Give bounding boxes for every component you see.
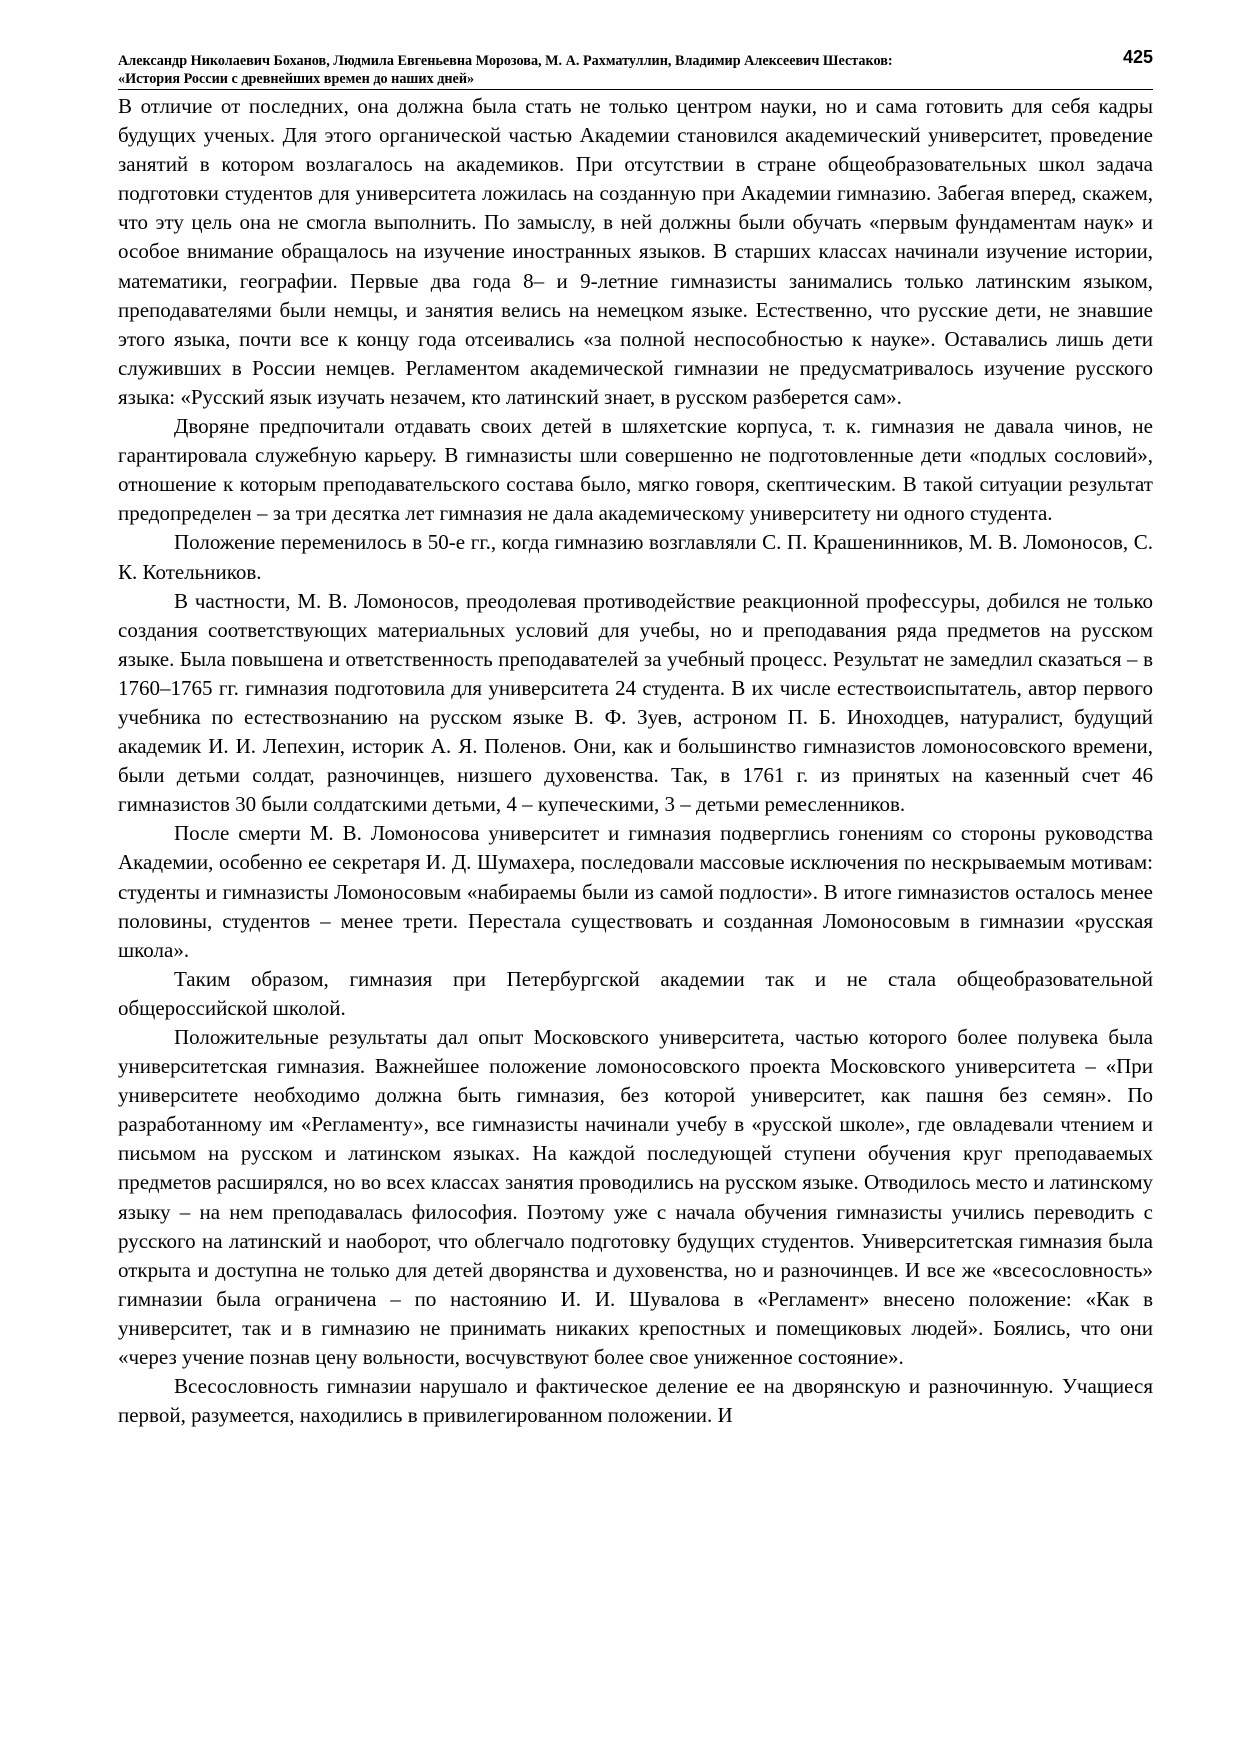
running-header — [118, 47, 1153, 90]
paragraph: Положение переменилось в 50-е гг., когда гимназию возглавляли С. П. Крашенинников, М. В. Ломоносов, С. К. Котельников. — [118, 530, 1153, 584]
paragraph: Всесословность гимназии нарушало и фактическое деление ее на дворянскую и разночинную. Учащиеся первой, разумеется, находились в привилегированном положении. И — [118, 1374, 1153, 1428]
paragraph: В частности, М. В. Ломоносов, преодолевая противодействие реакционной профессуры, добился не только создания соответствующих материальных условий для учебы, но и преподавания ряда предметов на русском языке. Была повышена и ответственность преподавателей за учебный процесс. Результат не замедлил сказаться – в 1760–1765 гг. гимназия подготовила для университета 24 студента. В их числе естествоиспытатель, автор первого учебника по естествознанию на русском языке В. Ф. Зуев, астроном П. Б. Иноходцев, натуралист, будущий академик И. И. Лепехин, историк А. Я. Поленов. Они, как и большинство гимназистов ломоносовского времени, были детьми солдат, разночинцев, низшего духовенства. Так, в 1761 г. из принятых на казенный счет 46 гимназистов 30 были солдатскими детьми, 4 – купеческими, 3 – детьми ремесленников. — [118, 588, 1153, 817]
body-text — [118, 92, 1153, 1430]
page-number: 425 — [1122, 47, 1153, 67]
paragraph: Таким образом, гимназия при Петербургской академии так и не стала общеобразовательной общероссийской школой. — [118, 966, 1153, 1020]
document-page — [118, 47, 1153, 1430]
paragraph: В отличие от последних, она должна была стать не только центром науки, но и сама готовить для себя кадры будущих ученых. Для этого органической частью Академии становился академический университет, проведение занятий в котором возлагалось на академиков. При отсутствии в стране общеобразовательных школ задача подготовки студентов для университета ложилась на созданную при Академии гимназию. Забегая вперед, скажем, что эту цель она не смогла выполнить. По замыслу, в ней должны были обучать «первым фундаментам наук» и особое внимание обращалось на изучение иностранных языков. В старших классах начинали изучение истории, математики, географии. Первые два года 8– и 9-летние гимназисты занимались только латинским языком, преподавателями были немцы, и занятия велись на немецком языке. Естественно, что русские дети, не знавшие этого языка, почти все к концу года отсеивались «за полной неспособностью к науке». Оставались лишь дети служивших в России немцев. Регламентом академической гимназии не предусматривалось изучение русского языка: «Русский язык изучать незачем, кто латинский знает, в русском разберется сам». — [118, 94, 1153, 409]
paragraph: После смерти М. В. Ломоносова университет и гимназия подверглись гонениям со стороны руководства Академии, особенно ее секретаря И. Д. Шумахера, последовали массовые исключения по нескрываемым мотивам: студенты и гимназисты Ломоносовым «набираемы были из самой подлости». В итоге гимназистов осталось менее половины, студентов – менее трети. Перестала существовать и созданная Ломоносовым в гимназии «русская школа». — [118, 821, 1153, 962]
paragraph: Положительные результаты дал опыт Московского университета, частью которого более полувека была университетская гимназия. Важнейшее положение ломоносовского проекта Московского университета – «При университете необходимо должна быть гимназия, без которой университет, как пашня без семян». По разработанному им «Регламенту», все гимназисты начинали учебу в «русской школе», где овладевали чтением и письмом на русском и латинском языках. На каждой последующей ступени обучения круг преподаваемых предметов расширялся, но во всех классах занятия проводились на русском языке. Отводилось место и латинскому языку – на нем преподавалась философия. Поэтому уже с начала обучения гимназисты учились переводить с русского на латинский и наоборот, что облегчало подготовку будущих студентов. Университетская гимназия была открыта и доступна не только для детей дворянства и духовенства, но и разночинцев. И все же «всесословность» гимназии была ограничена – по настоянию И. И. Шувалова в «Регламент» внесено положение: «Как в университет, так и в гимназию не принимать никаких крепостных и помещиковых людей». Боялись, что они «через учение познав цену вольности, восчувствуют более свое униженное состояние». — [118, 1025, 1153, 1370]
header-book-title: «История России с древнейших времен до наших дней» — [118, 71, 475, 87]
paragraph: Дворяне предпочитали отдавать своих детей в шляхетские корпуса, т. к. гимназия не давала чинов, не гарантировала служебную карьеру. В гимназисты шли совершенно не подготовленные дети «подлых сословий», отношение к которым преподавательского состава было, мягко говоря, скептическим. В такой ситуации результат предопределен – за три десятка лет гимназия не дала академическому университету ни одного студента. — [118, 414, 1153, 526]
header-authors: Александр Николаевич Боханов, Людмила Евгеньевна Морозова, М. А. Рахматуллин, Владимир Алексеевич Шестаков: — [118, 53, 893, 69]
